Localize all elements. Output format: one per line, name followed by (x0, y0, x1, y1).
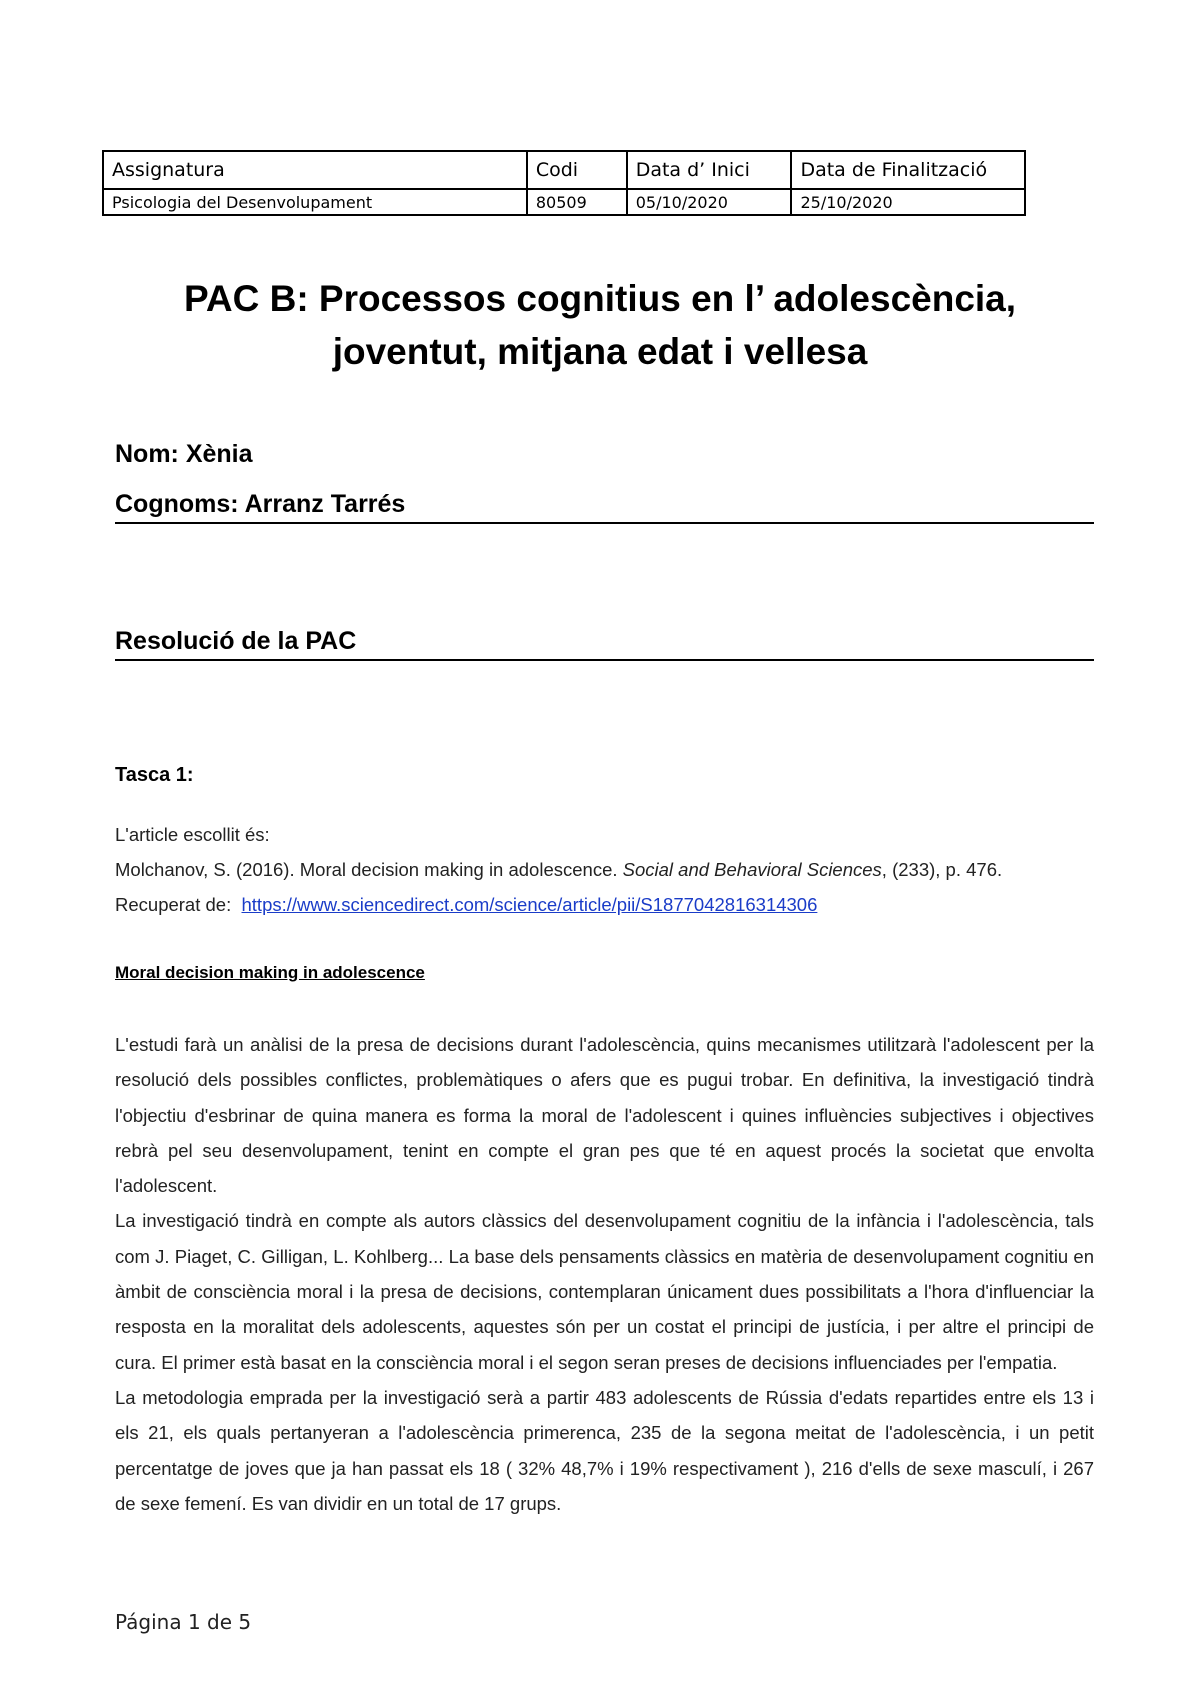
header-codi: Codi (527, 151, 627, 189)
title-line-2: joventut, mitjana edat i vellesa (332, 331, 868, 372)
cell-codi: 80509 (527, 189, 627, 215)
reference-journal: Social and Behavioral Sciences (622, 859, 882, 880)
task-heading: Tasca 1: (115, 764, 194, 786)
article-heading: Moral decision making in adolescence (115, 963, 425, 982)
page-number: Página 1 de 5 (115, 1610, 252, 1634)
paragraph: La metodologia emprada per la investigació serà a partir 483 adolescents de Rússia d'edats repartides entre els 13 i els 21, els quals pertanyeran a l'adolescència primerenca, 235 de la segona meitat de l'adolescència, i un petit percentatge de joves que ja han passat els 18 ( 32% 48,7% i 19% respectivament ), 216 d'ells de sexe masculí, i 267 de sexe femení. Es van dividir en un total de 17 grups. (115, 1386, 1094, 1514)
divider (115, 522, 1094, 524)
header-assignatura: Assignatura (103, 151, 527, 189)
cell-data-inici: 05/10/2020 (627, 189, 792, 215)
student-name: Nom: Xènia (115, 440, 253, 468)
section-title: Resolució de la PAC (115, 627, 357, 655)
retrieved-from (115, 894, 817, 916)
article-url-link[interactable]: https://www.sciencedirect.com/science/article/pii/S1877042816314306 (241, 894, 818, 915)
article-intro: L'article escollit és: (115, 824, 270, 845)
title-line-1: PAC B: Processos cognitius en l’ adolescència, (183, 278, 1017, 319)
cell-assignatura: Psicologia del Desenvolupament (103, 189, 527, 215)
article-summary (115, 1027, 1094, 1521)
header-data-finalitzacio: Data de Finalització (791, 151, 1025, 189)
article-reference (115, 859, 1002, 881)
course-info-table (102, 150, 1026, 216)
table-row (103, 189, 1025, 215)
reference-text: Molchanov, S. (2016). Moral decision making in adolescence. (115, 859, 623, 880)
header-data-inici: Data d’ Inici (627, 151, 792, 189)
document-title (100, 272, 1100, 378)
retrieved-label: Recuperat de: (115, 894, 232, 915)
paragraph: L'estudi farà un anàlisi de la presa de decisions durant l'adolescència, quins mecanismes utilitzarà l'adolescent per la resolució dels possibles conflictes, problemàtiques o afers que es pugui trobar. En definitiva, la investigació tindrà l'objectiu d'esbrinar de quina manera es forma la moral de l'adolescent i quines influències subjectives i objectives rebrà pel seu desenvolupament, tenint en compte el gran pes que té en aquest procés la societat que envolta l'adolescent. (115, 1034, 1094, 1197)
table-header-row (103, 151, 1025, 189)
reference-details: , (233), p. 476. (881, 859, 1003, 880)
cell-data-finalitzacio: 25/10/2020 (791, 189, 1025, 215)
paragraph: La investigació tindrà en compte als autors clàssics del desenvolupament cognitiu de la infància i l'adolescència, tals com J. Piaget, C. Gilligan, L. Kohlberg... La base dels pensaments clàssics en matèria de desenvolupament cognitiu en àmbit de consciència moral i la presa de decisions, contemplaran únicament dues possibilitats a l'hora d'influenciar la resposta en la moralitat dels adolescents, aquestes són per un costat el principi de justícia, i per altre el principi de cura. El primer està basat en la consciència moral i el segon seran preses de decisions influenciades per l'empatia. (115, 1210, 1094, 1373)
student-surnames: Cognoms: Arranz Tarrés (115, 490, 406, 518)
divider (115, 659, 1094, 661)
